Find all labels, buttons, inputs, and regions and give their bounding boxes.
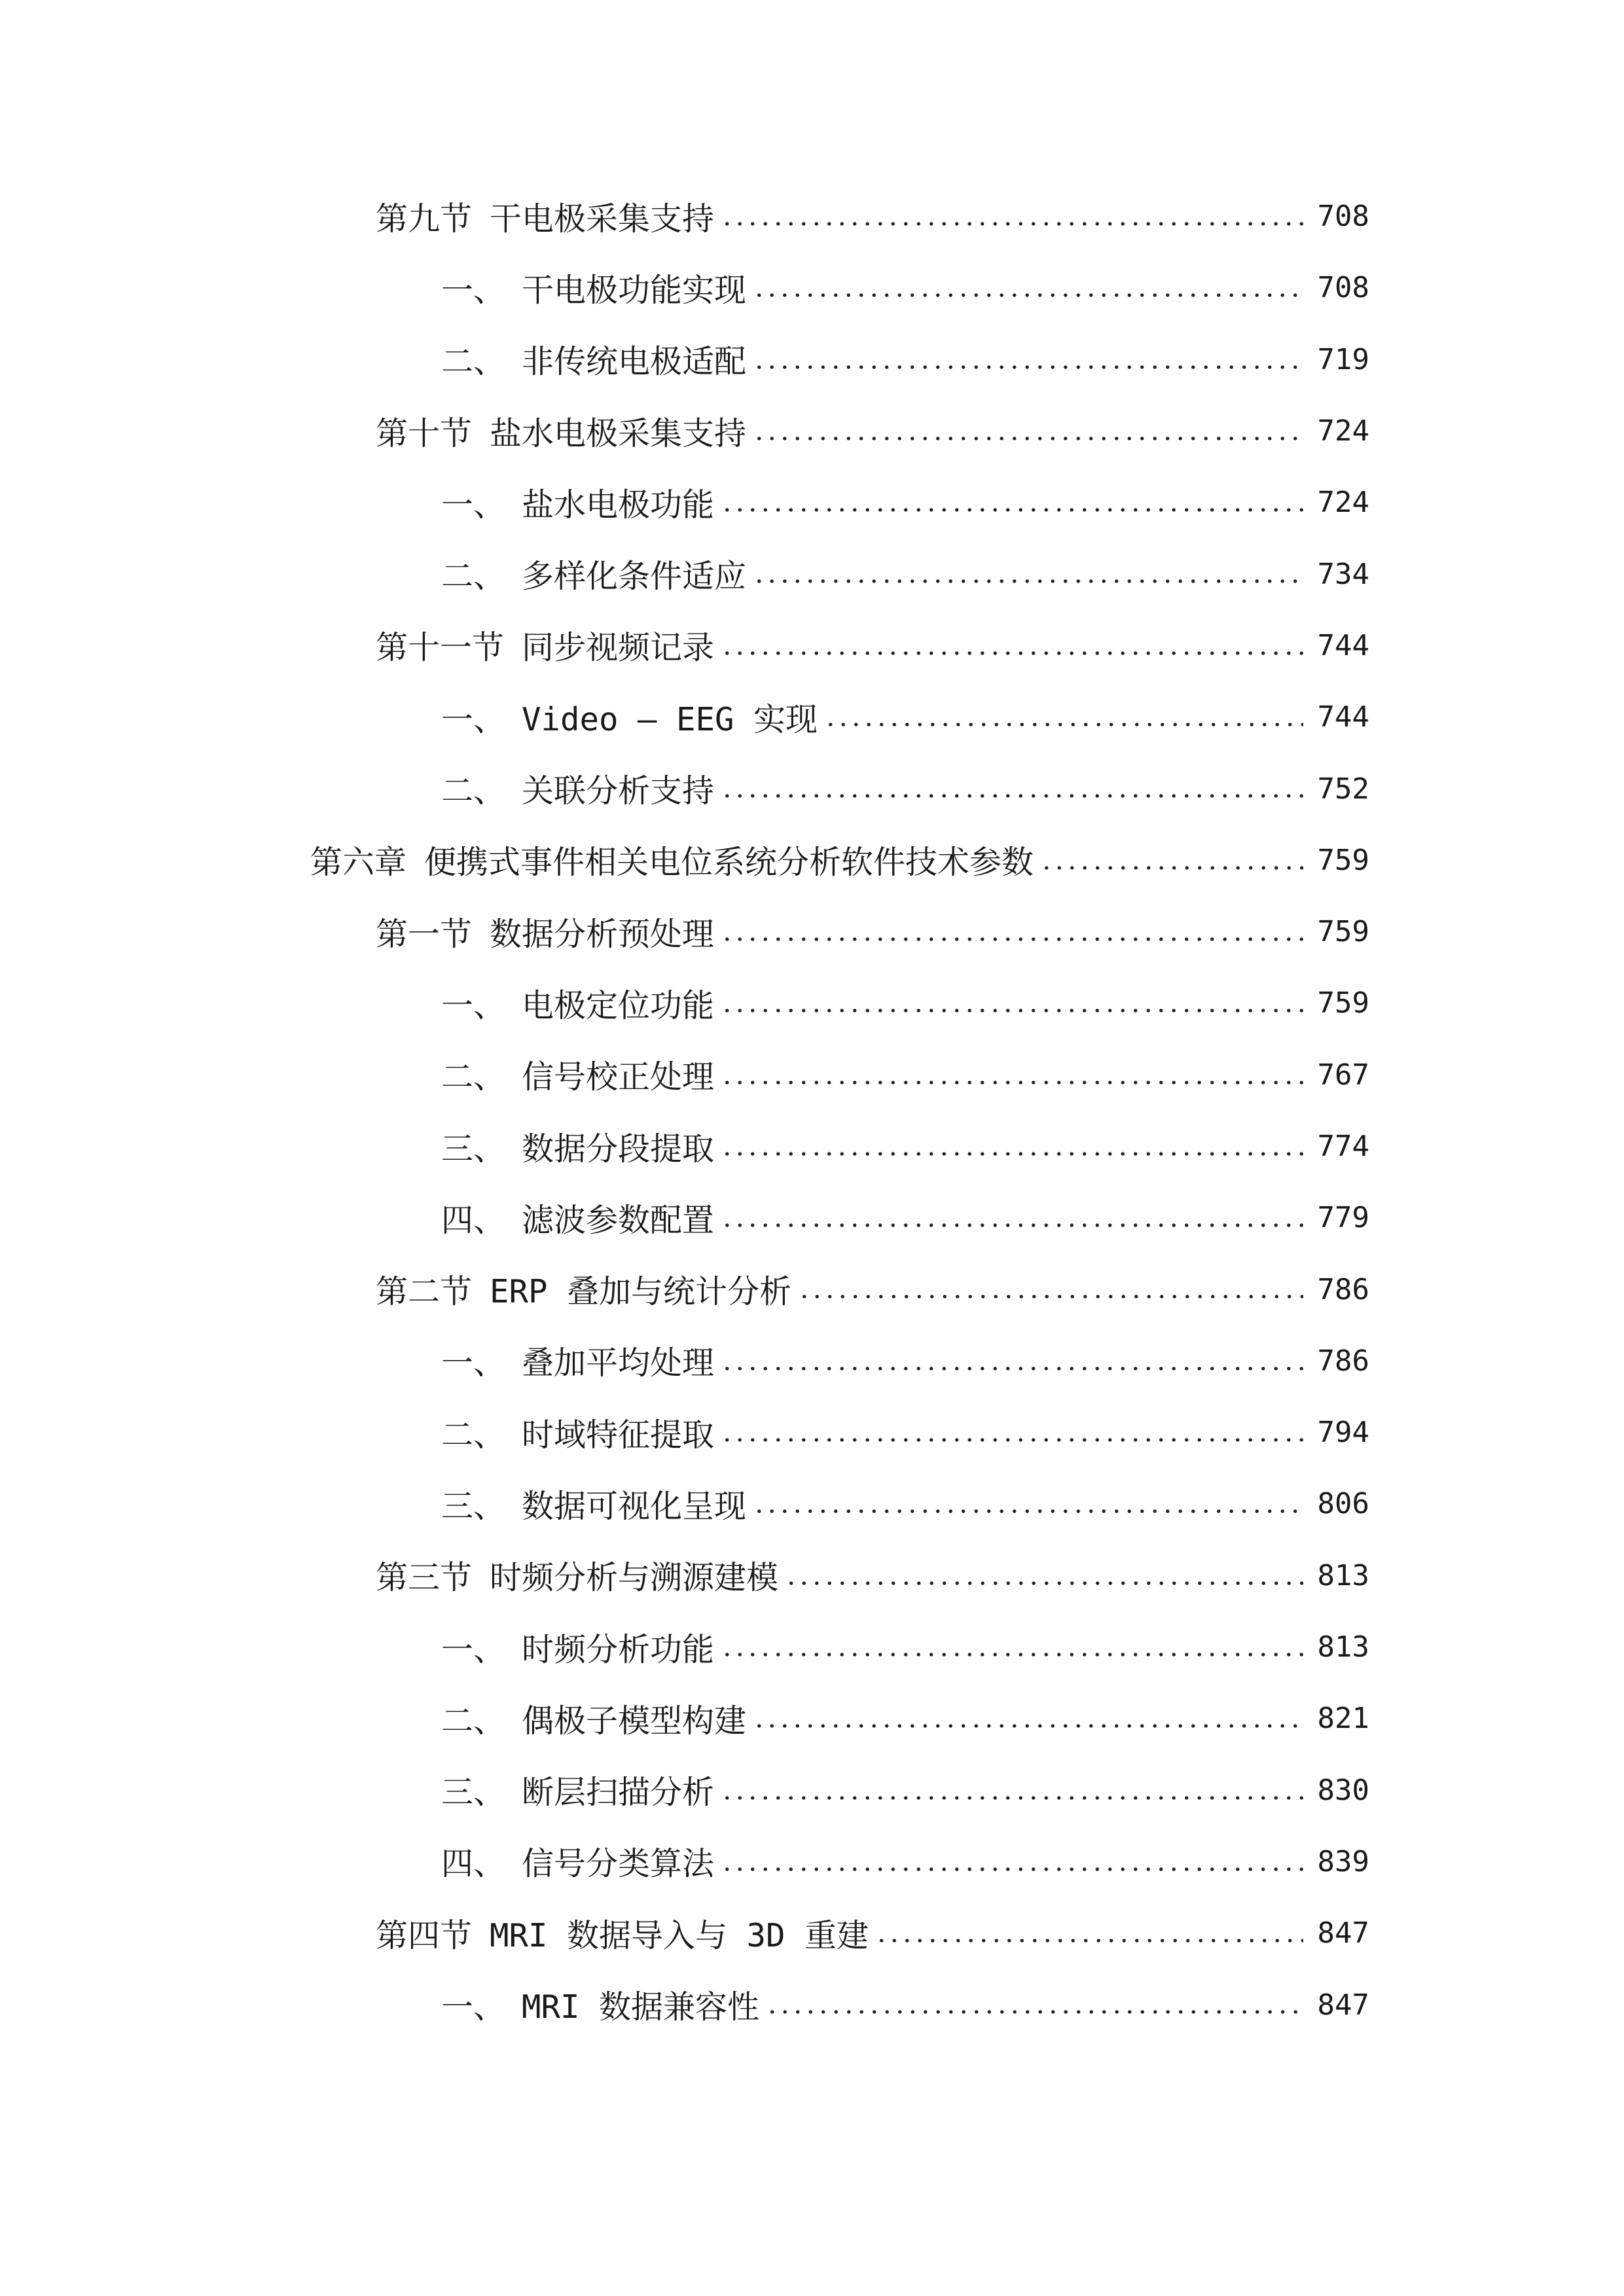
entry-page-number: 847	[1317, 1988, 1369, 2022]
toc-subsection-entry	[0, 1755, 1369, 1826]
entry-title: 数据可视化呈现	[522, 1487, 747, 1525]
dot-leader	[721, 610, 1303, 681]
entry-title: MRI 数据导入与 3D 重建	[490, 1916, 869, 1954]
dot-leader	[721, 181, 1303, 252]
dot-leader	[721, 1325, 1303, 1397]
dot-leader	[721, 1397, 1303, 1468]
entry-number: 三、	[441, 1130, 506, 1168]
entry-page-number: 813	[1317, 1630, 1369, 1664]
entry-title: 断层扫描分析	[522, 1774, 715, 1812]
toc-subsection-entry	[0, 1969, 1369, 2040]
toc-section-entry	[0, 181, 1369, 252]
entry-number: 一、	[441, 486, 506, 524]
entry-title: 叠加平均处理	[522, 1344, 715, 1382]
entry-number: 第二节	[376, 1273, 473, 1311]
entry-title: ERP 叠加与统计分析	[490, 1273, 792, 1311]
entry-number: 第四节	[376, 1916, 473, 1954]
entry-title: 数据分段提取	[522, 1130, 715, 1168]
entry-page-number: 724	[1317, 414, 1369, 448]
dot-leader	[1040, 825, 1303, 896]
entry-title: 盐水电极功能	[522, 486, 715, 524]
entry-page-number: 786	[1317, 1344, 1369, 1378]
entry-title: 电极定位功能	[522, 986, 715, 1024]
entry-page-number: 806	[1317, 1487, 1369, 1521]
toc-section-entry	[0, 1897, 1369, 1969]
entry-number: 第九节	[376, 200, 473, 238]
entry-title: 盐水电极采集支持	[490, 414, 747, 452]
dot-leader	[875, 1897, 1303, 1969]
toc-subsection-entry	[0, 252, 1369, 323]
entry-number: 第六章	[310, 844, 407, 882]
entry-number: 四、	[441, 1845, 506, 1883]
entry-title: 数据分析预处理	[490, 915, 715, 953]
entry-number: 第十节	[376, 414, 473, 452]
entry-number: 一、	[441, 1344, 506, 1382]
entry-page-number: 708	[1317, 271, 1369, 305]
entry-page-number: 774	[1317, 1130, 1369, 1163]
entry-number: 第十一节	[376, 629, 505, 667]
table-of-contents	[0, 181, 1369, 2041]
entry-number: 二、	[441, 343, 506, 381]
toc-subsection-entry	[0, 1111, 1369, 1182]
entry-page-number: 847	[1317, 1916, 1369, 1950]
dot-leader	[721, 1111, 1303, 1182]
entry-number: 二、	[441, 1058, 506, 1096]
entry-number: 四、	[441, 1201, 506, 1239]
toc-subsection-entry	[0, 681, 1369, 753]
entry-page-number: 744	[1317, 628, 1369, 662]
entry-number: 第一节	[376, 915, 473, 953]
entry-title: Video – EEG 实现	[522, 700, 818, 738]
dot-leader	[721, 1611, 1303, 1683]
toc-section-entry	[0, 1253, 1369, 1325]
toc-subsection-entry	[0, 538, 1369, 609]
entry-title: 干电极采集支持	[490, 200, 715, 238]
dot-leader	[721, 1182, 1303, 1253]
dot-leader	[721, 967, 1303, 1039]
entry-number: 二、	[441, 1416, 506, 1454]
toc-subsection-entry	[0, 324, 1369, 395]
entry-page-number: 794	[1317, 1416, 1369, 1450]
entry-title: 时域特征提取	[522, 1416, 715, 1454]
entry-page-number: 839	[1317, 1844, 1369, 1878]
entry-number: 三、	[441, 1774, 506, 1812]
entry-title: 时频分析与溯源建模	[490, 1559, 779, 1597]
dot-leader	[753, 1683, 1303, 1754]
toc-section-entry	[0, 896, 1369, 967]
dot-leader	[824, 681, 1303, 753]
dot-leader	[721, 1039, 1303, 1111]
toc-subsection-entry	[0, 1683, 1369, 1754]
entry-title: 干电极功能实现	[522, 271, 747, 309]
dot-leader	[753, 324, 1303, 395]
entry-title: 便携式事件相关电位系统分析软件技术参数	[424, 844, 1034, 882]
entry-number: 三、	[441, 1487, 506, 1525]
entry-page-number: 744	[1317, 700, 1369, 734]
entry-title: 多样化条件适应	[522, 558, 747, 596]
entry-number: 一、	[441, 1988, 506, 2026]
toc-subsection-entry	[0, 1826, 1369, 1897]
entry-page-number: 786	[1317, 1272, 1369, 1306]
entry-page-number: 759	[1317, 915, 1369, 949]
entry-number: 一、	[441, 986, 506, 1024]
dot-leader	[798, 1253, 1303, 1325]
entry-page-number: 767	[1317, 1058, 1369, 1092]
entry-page-number: 779	[1317, 1201, 1369, 1235]
entry-title: 滤波参数配置	[522, 1201, 715, 1239]
entry-number: 二、	[441, 558, 506, 596]
entry-page-number: 719	[1317, 342, 1369, 376]
entry-title: 同步视频记录	[522, 629, 715, 667]
entry-title: 关联分析支持	[522, 772, 715, 810]
entry-page-number: 752	[1317, 772, 1369, 806]
entry-title: 时频分析功能	[522, 1630, 715, 1668]
entry-page-number: 821	[1317, 1702, 1369, 1736]
toc-subsection-entry	[0, 967, 1369, 1039]
dot-leader	[753, 395, 1303, 467]
entry-page-number: 759	[1317, 986, 1369, 1020]
dot-leader	[721, 896, 1303, 967]
entry-title: 非传统电极适配	[522, 343, 747, 381]
toc-subsection-entry	[0, 1039, 1369, 1111]
toc-subsection-entry	[0, 753, 1369, 824]
toc-section-entry	[0, 1540, 1369, 1611]
entry-page-number: 708	[1317, 200, 1369, 234]
dot-leader	[721, 1826, 1303, 1897]
entry-page-number: 830	[1317, 1773, 1369, 1807]
entry-number: 第三节	[376, 1559, 473, 1597]
dot-leader	[721, 467, 1303, 538]
entry-number: 一、	[441, 271, 506, 309]
entry-page-number: 759	[1317, 843, 1369, 877]
toc-subsection-entry	[0, 1397, 1369, 1468]
entry-page-number: 734	[1317, 557, 1369, 591]
entry-number: 二、	[441, 772, 506, 810]
entry-title: 信号校正处理	[522, 1058, 715, 1096]
entry-page-number: 813	[1317, 1558, 1369, 1592]
entry-number: 一、	[441, 1630, 506, 1668]
dot-leader	[753, 538, 1303, 609]
entry-number: 一、	[441, 700, 506, 738]
dot-leader	[785, 1540, 1303, 1611]
entry-title: 信号分类算法	[522, 1845, 715, 1883]
toc-chapter-entry	[0, 825, 1369, 896]
entry-number: 二、	[441, 1702, 506, 1740]
entry-title: 偶极子模型构建	[522, 1702, 747, 1740]
toc-section-entry	[0, 610, 1369, 681]
toc-subsection-entry	[0, 1325, 1369, 1397]
toc-subsection-entry	[0, 1611, 1369, 1683]
toc-section-entry	[0, 395, 1369, 467]
toc-subsection-entry	[0, 1182, 1369, 1253]
dot-leader	[753, 1468, 1303, 1539]
toc-subsection-entry	[0, 467, 1369, 538]
dot-leader	[721, 1755, 1303, 1826]
dot-leader	[753, 252, 1303, 323]
entry-page-number: 724	[1317, 486, 1369, 520]
dot-leader	[721, 753, 1303, 824]
entry-title: MRI 数据兼容性	[522, 1988, 760, 2026]
toc-subsection-entry	[0, 1468, 1369, 1539]
dot-leader	[766, 1969, 1303, 2040]
